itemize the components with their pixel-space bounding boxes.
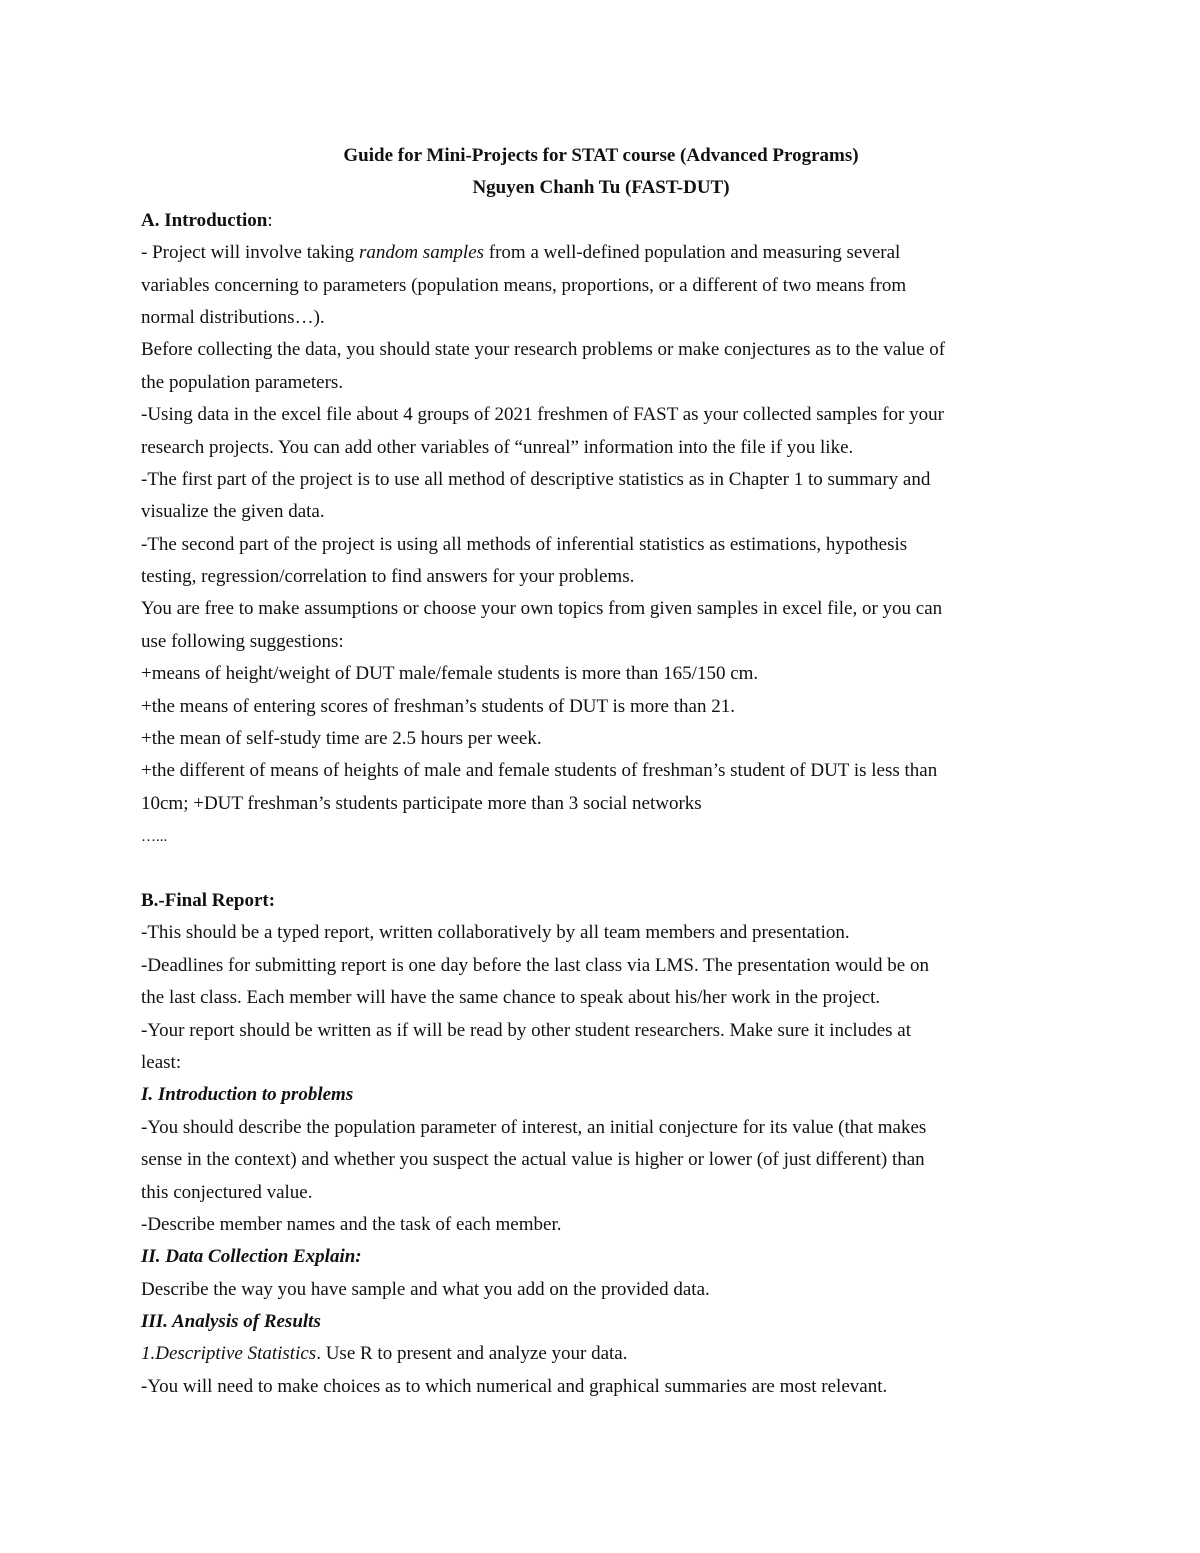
intro-paragraph-4-line-1: -The first part of the project is to use all method of descriptive statistics as in Chapter 1 to summary and: [141, 468, 931, 490]
report-paragraph-2-line-2: the last class. Each member will have the same chance to speak about his/her work in the project.: [141, 987, 881, 1009]
descriptive-statistics-text: . Use R to present and analyze your data.: [316, 1343, 628, 1365]
suggestion-4-line-2: 10cm; +DUT freshman’s students participate more than 3 social networks: [141, 792, 702, 814]
ellipsis-line: [141, 820, 1061, 852]
intro-paragraph-6-line-2: use following suggestions:: [141, 630, 344, 652]
suggestion-1: +means of height/weight of DUT male/female students is more than 165/150 cm.: [141, 663, 759, 685]
subsection-2-heading: II. Data Collection Explain:: [141, 1246, 362, 1268]
subsection-1-heading: I. Introduction to problems: [141, 1084, 354, 1106]
intro-p1-part-b: from a well-defined population and measuring several: [484, 242, 901, 264]
intro-paragraph-2-line-1: Before collecting the data, you should state your research problems or make conjectures as to the value of: [141, 339, 946, 361]
blank-line: [141, 853, 1061, 885]
subsection-1-line-4: -Describe member names and the task of each member.: [141, 1213, 562, 1235]
subsection-1-line-2: sense in the context) and whether you suspect the actual value is higher or lower (of just different) than: [141, 1149, 925, 1171]
section-a-heading-colon: :: [267, 209, 273, 231]
intro-paragraph-5-line-1: -The second part of the project is using all methods of inferential statistics as estimations, hypothesis: [141, 533, 908, 555]
descriptive-statistics-label: 1.Descriptive Statistics: [141, 1343, 317, 1365]
report-paragraph-3-line-1: -Your report should be written as if will be read by other student researchers. Make sure it includes at: [141, 1019, 911, 1041]
intro-paragraph-3-line-1: -Using data in the excel file about 4 groups of 2021 freshmen of FAST as your collected samples for your: [141, 404, 944, 426]
intro-paragraph-3-line-2: research projects. You can add other variables of “unreal” information into the file if you like.: [141, 436, 854, 458]
section-a-heading-line: [141, 205, 1061, 237]
intro-paragraph-6-line-1: You are free to make assumptions or choose your own topics from given samples in excel file, or you can: [141, 598, 943, 620]
subsection-3-line-1: [141, 1338, 1061, 1370]
intro-paragraph-2-line-2: the population parameters.: [141, 371, 344, 393]
subsection-3-line-2: -You will need to make choices as to which numerical and graphical summaries are most relevant.: [141, 1375, 888, 1397]
section-a-heading: A. Introduction: [141, 209, 268, 231]
report-paragraph-2-line-1: -Deadlines for submitting report is one day before the last class via LMS. The presentation would be on: [141, 954, 929, 976]
section-b-heading: B.-Final Report:: [141, 889, 276, 911]
intro-paragraph-1-line-2: variables concerning to parameters (population means, proportions, or a different of two means from: [141, 274, 907, 296]
suggestion-4-line-1: +the different of means of heights of male and female students of freshman’s student of DUT is less than: [141, 760, 938, 782]
subsection-2-line-1: Describe the way you have sample and what you add on the provided data.: [141, 1278, 710, 1300]
intro-p1-part-a: - Project will involve taking: [141, 242, 359, 264]
intro-paragraph-4-line-2: visualize the given data.: [141, 501, 325, 523]
ellipsis: …..: [141, 829, 164, 846]
subsection-3-heading: III. Analysis of Results: [141, 1311, 321, 1333]
ellipsis-period: .: [163, 829, 168, 846]
intro-paragraph-1-line-3: normal distributions…).: [141, 306, 325, 328]
subsection-1-line-3: this conjectured value.: [141, 1181, 313, 1203]
report-paragraph-1: -This should be a typed report, written collaboratively by all team members and presentation.: [141, 922, 850, 944]
report-paragraph-3-line-2: least:: [141, 1051, 182, 1073]
document-page: [141, 140, 1061, 1403]
suggestion-2: +the means of entering scores of freshman’s students of DUT is more than 21.: [141, 695, 735, 717]
document-title: Guide for Mini-Projects for STAT course (Advanced Programs): [343, 145, 859, 166]
subsection-1-line-1: -You should describe the population parameter of interest, an initial conjecture for its value (that makes: [141, 1116, 927, 1138]
intro-paragraph-5-line-2: testing, regression/correlation to find answers for your problems.: [141, 566, 635, 588]
intro-p1-emphasis: random samples: [358, 242, 485, 264]
suggestion-3: +the mean of self-study time are 2.5 hours per week.: [141, 728, 542, 750]
intro-paragraph-1-line-1: [141, 237, 1061, 269]
document-author: Nguyen Chanh Tu (FAST-DUT): [472, 177, 730, 199]
